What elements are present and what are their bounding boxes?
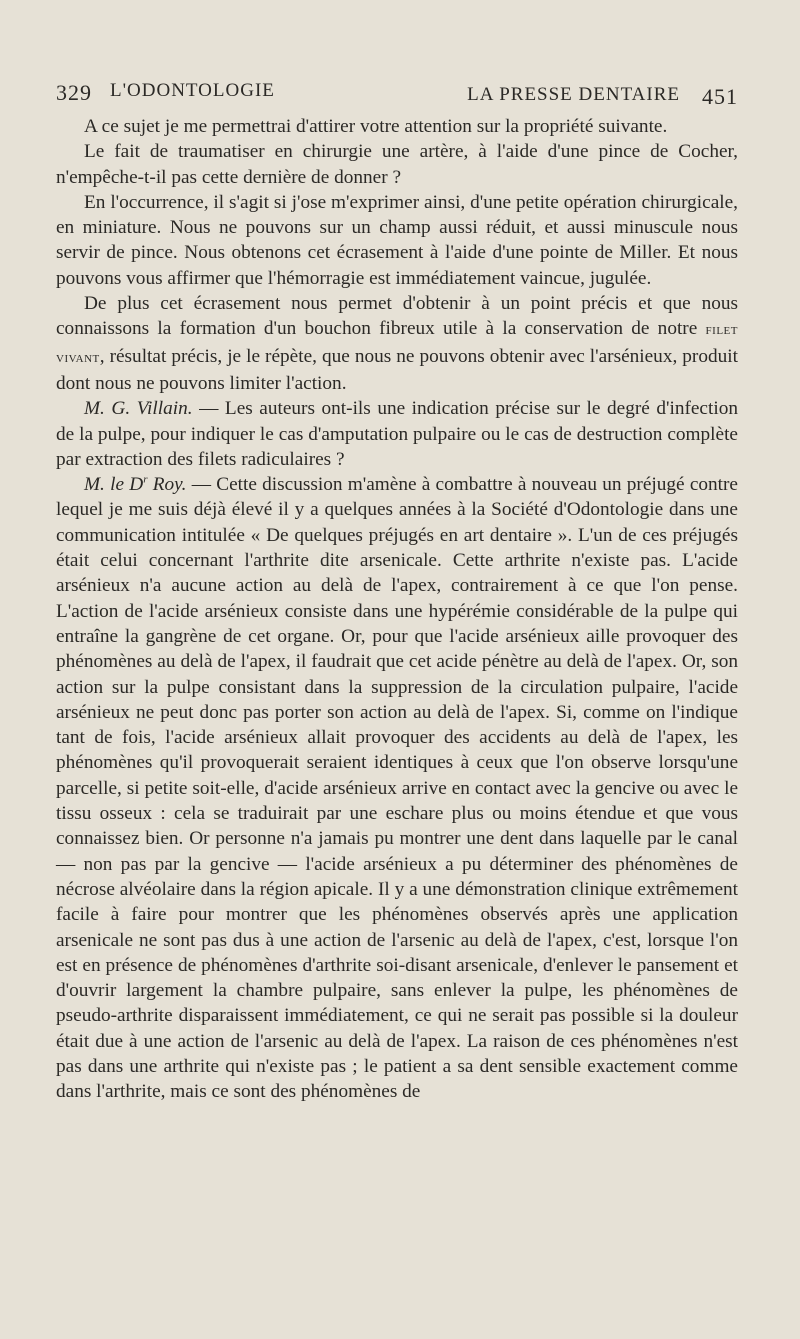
paragraph-2: Le fait de traumatiser en chirurgie une artère, à l'aide d'une pince de Cocher, n'empêche-t-il pas cette dernière de donner ? bbox=[56, 141, 738, 188]
right-page-number: 451 bbox=[702, 84, 738, 109]
right-journal-title: LA PRESSE DENTAIRE bbox=[467, 84, 680, 105]
speaker-roy-sup: r bbox=[143, 473, 148, 486]
filet-vivant-smallcaps: filet vivant bbox=[56, 322, 738, 366]
paragraph-4-text-b: , résultat précis, je le répète, que nous ne pouvons obtenir avec l'arsénieux, produit dont nous ne pouvons limiter l'action. bbox=[56, 345, 738, 394]
speaker-roy bbox=[84, 474, 186, 495]
paragraph-4-text-a: De plus cet écrasement nous permet d'obtenir à un point précis et que nous connaissons la formation d'un bouchon fibreux utile à la conservation de notre bbox=[56, 293, 738, 340]
body-text bbox=[56, 114, 738, 1105]
speaker-villain: M. G. Villain. bbox=[84, 398, 193, 420]
speaker-roy-b: Roy. bbox=[147, 474, 187, 496]
paragraph-4 bbox=[56, 291, 738, 396]
left-journal-title: L'ODONTOLOGIE bbox=[110, 80, 275, 101]
running-head bbox=[56, 80, 738, 114]
running-head-left bbox=[56, 80, 275, 106]
left-page-number: 329 bbox=[56, 80, 92, 105]
speaker-roy-a: M. le D bbox=[84, 474, 144, 496]
paragraph-5 bbox=[56, 396, 738, 472]
paragraph-5-text: — Les auteurs ont-ils une indication précise sur le degré d'infection de la pulpe, pour indiquer le cas d'amputation pulpaire ou le cas de destruction complète par extraction des filets radiculaires ? bbox=[56, 398, 738, 470]
paragraph-1: A ce sujet je me permettrai d'attirer votre attention sur la propriété suivante. bbox=[84, 116, 668, 137]
paragraph-3: En l'occurrence, il s'agit si j'ose m'exprimer ainsi, d'une petite opération chirurgicale, en miniature. Nous ne pouvons sur un champ aussi réduit, et aussi minuscule nous servir de pince. Nous obtenons cet écrasement à l'aide d'une pointe de Miller. Et nous pouvons vous affirmer que l'hémorragie est immédiatement vaincue, jugulée. bbox=[56, 191, 738, 289]
paragraph-6 bbox=[56, 472, 738, 1104]
running-head-right bbox=[467, 84, 738, 110]
paragraph-6-text: — Cette discussion m'amène à combattre à nouveau un préjugé contre lequel je me suis déjà élevé il y a quelques années à la Société d'Odontologie dans une communication intitulée « De quelques préjugés en art dentaire ». L'un de ces préjugés était celui concernant l'arthrite dite arsenicale. Cette arthrite n'existe pas. L'acide arsénieux n'a aucune action au delà de l'apex, contrairement à ce que l'on pense. L'action de l'acide arsénieux consiste dans une hypérémie considérable de la pulpe qui entraîne la gangrène de cet organe. Or, pour que l'acide arsénieux aille provoquer des phénomènes au delà de l'apex, il faudrait que cet acide pénètre au delà de l'apex. Or, son action sur la pulpe consistant dans la suppression de la circulation pulpaire, l'acide arsénieux ne peut donc pas porter son action au delà de l'apex. Si, comme on l'indique tant de fois, l'acide arsénieux allait provoquer des accidents au delà de l'apex, les phénomènes qu'il provoquerait seraient identiques à ceux que l'on observe lorsqu'une parcelle, si petite soit-elle, d'acide arsénieux arrive en contact avec la gencive ou avec le tissu osseux : cela se traduirait par une eschare plus ou moins étendue et que vous connaissez bien. Or personne n'a jamais pu montrer une dent dans laquelle par le canal — non pas par la gencive — l'acide arsénieux a pu déterminer des phénomènes de nécrose alvéolaire dans la région apicale. Il y a une démonstration clinique extrêmement facile à faire pour montrer que les phénomènes observés après une application arsenicale ne sont pas dus à une action de l'arsenic au delà de l'apex, c'est, lorsque l'on est en présence de phénomènes d'arthrite soi-disant arsenicale, d'enlever le pansement et d'ouvrir largement la chambre pulpaire, sans enlever la pulpe, les phénomènes de pseudo-arthrite disparaissent immédiatement, ce qui ne serait pas possible si la douleur était due à une action de l'arsenic au delà de l'apex. La raison de ces phénomènes n'est pas dans une arthrite qui n'existe pas ; le patient a sa dent sensible exactement comme dans l'arthrite, mais ce sont des phénomènes de bbox=[56, 474, 738, 1103]
